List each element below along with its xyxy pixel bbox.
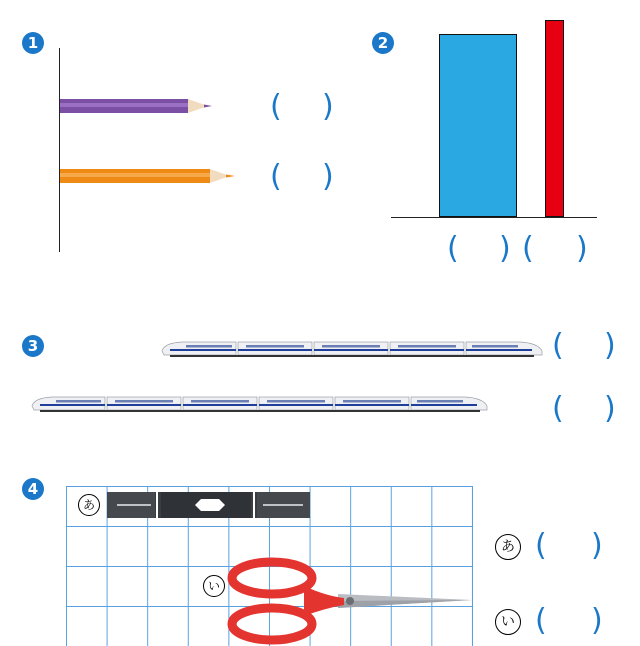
answer-open-1b: ( xyxy=(270,159,282,194)
train-top xyxy=(160,337,545,359)
train-car-icon xyxy=(238,342,312,355)
answer-i-marker: い xyxy=(495,609,521,635)
tape-icon xyxy=(107,491,310,519)
orange-pencil-icon xyxy=(60,167,240,187)
answer-close-4a: ) xyxy=(591,528,603,563)
purple-pencil-icon xyxy=(60,97,220,117)
train-car-icon xyxy=(162,342,236,355)
answer-open-2b: ( xyxy=(522,231,534,266)
answer-close-2b: ) xyxy=(576,231,588,266)
question-number-2: 2 xyxy=(372,32,394,54)
baseline-vertical xyxy=(59,48,60,252)
item-i-marker: い xyxy=(203,575,225,597)
answer-close-1b: ) xyxy=(322,159,334,194)
answer-close-1a: ) xyxy=(322,89,334,124)
answer-close-3a: ) xyxy=(604,328,616,363)
item-a-marker: あ xyxy=(78,494,100,516)
answer-open-3a: ( xyxy=(552,328,564,363)
scissors-icon xyxy=(226,558,474,642)
answer-close-2a: ) xyxy=(499,231,511,266)
train-car-icon xyxy=(259,397,333,410)
question-number-3: 3 xyxy=(22,335,44,357)
answer-open-3b: ( xyxy=(552,391,564,426)
answer-open-4a: ( xyxy=(535,528,547,563)
train-car-icon xyxy=(335,397,409,410)
question-number-1: 1 xyxy=(22,32,44,54)
answer-close-3b: ) xyxy=(604,391,616,426)
train-car-icon xyxy=(183,397,257,410)
train-car-icon xyxy=(390,342,464,355)
train-car-icon xyxy=(107,397,181,410)
train-bottom xyxy=(30,392,490,414)
train-car-icon xyxy=(32,397,105,410)
red-bar xyxy=(545,20,564,217)
train-car-icon xyxy=(411,397,487,410)
answer-close-4b: ) xyxy=(591,603,603,638)
question-number-4: 4 xyxy=(22,478,44,500)
answer-open-4b: ( xyxy=(535,603,547,638)
answer-a-marker: あ xyxy=(495,534,521,560)
bar-baseline xyxy=(391,217,597,218)
train-car-icon xyxy=(466,342,542,355)
blue-bar xyxy=(439,34,517,217)
answer-open-1a: ( xyxy=(270,89,282,124)
train-car-icon xyxy=(314,342,388,355)
answer-open-2a: ( xyxy=(447,231,459,266)
